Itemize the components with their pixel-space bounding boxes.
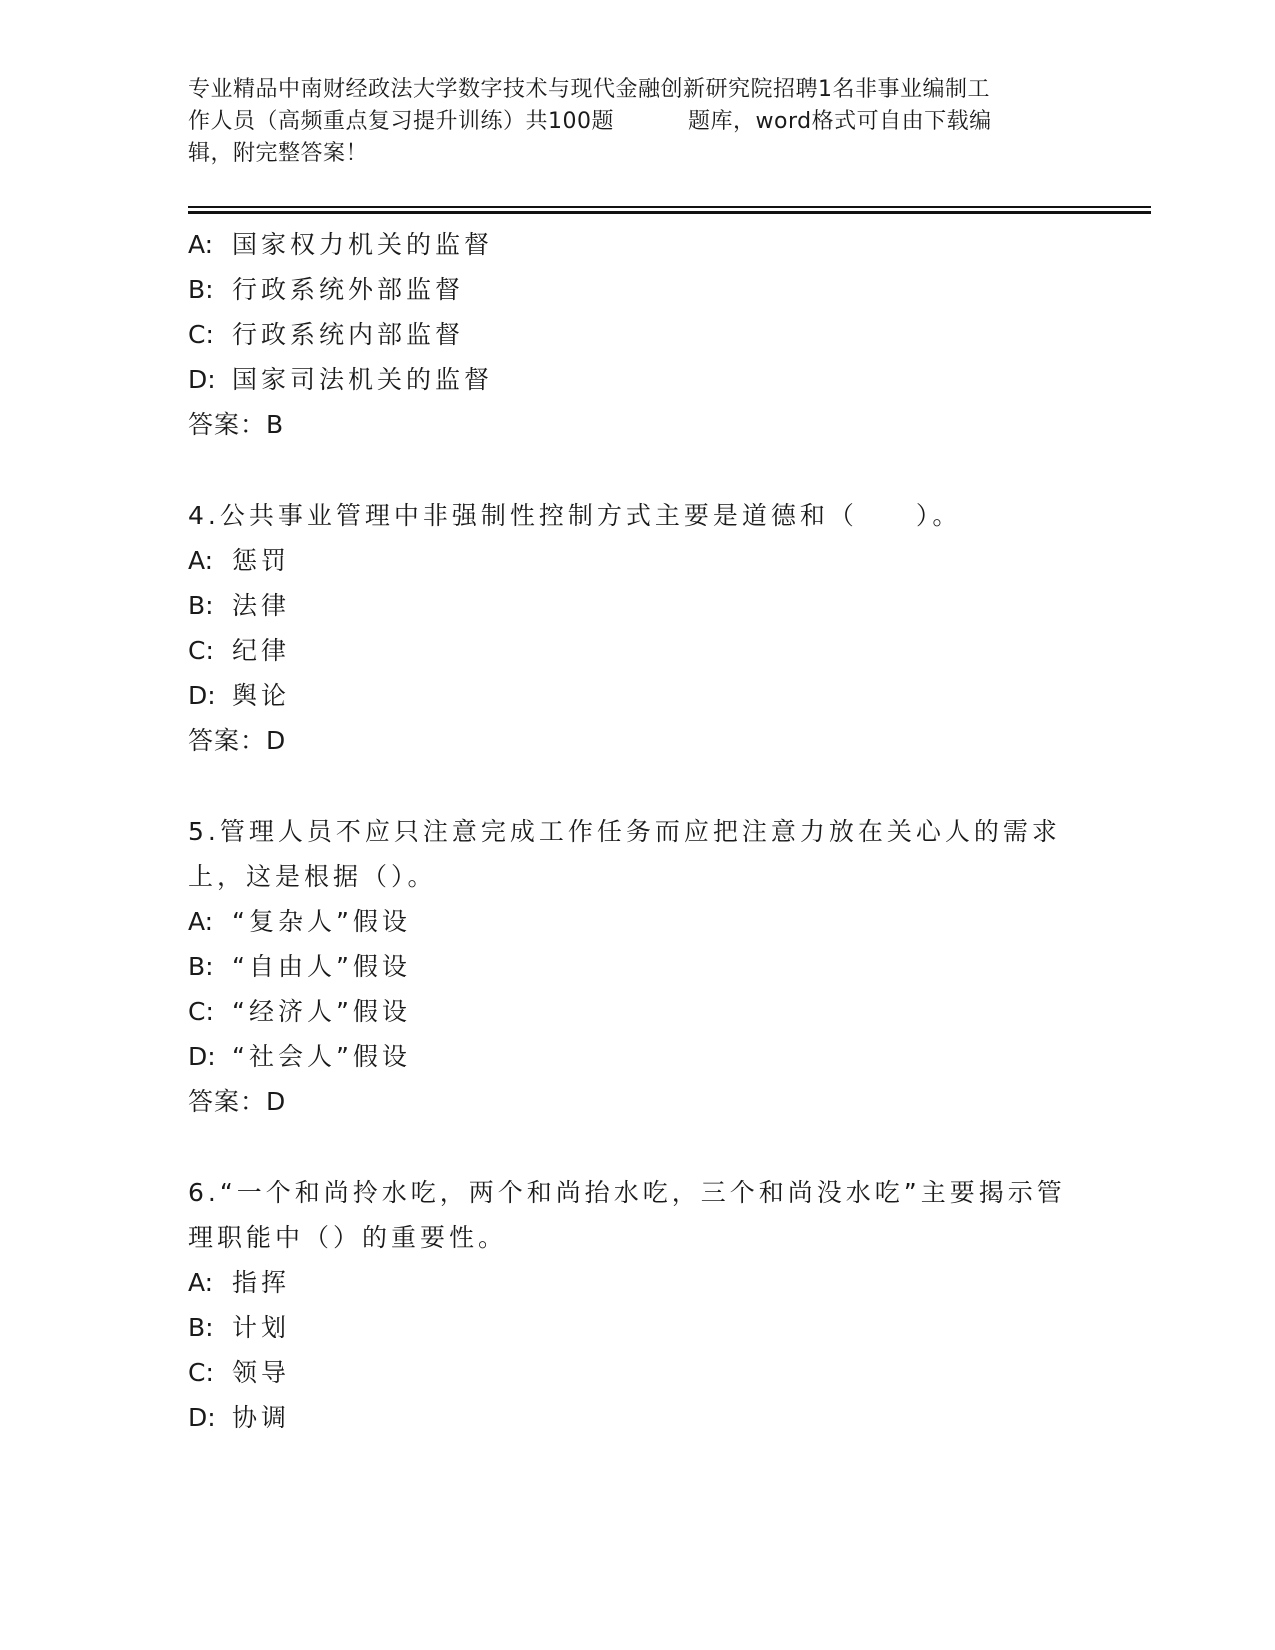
option-c [188, 312, 1088, 357]
document-header [188, 74, 1088, 170]
header-line-2 [188, 106, 1088, 138]
question-list [188, 222, 1088, 1440]
option-letter: D: [188, 681, 216, 710]
answer-line: 答案：D [188, 1087, 287, 1116]
option-letter: A: [188, 1268, 214, 1297]
option-letter: C: [188, 1358, 214, 1387]
option-letter: A: [188, 230, 214, 259]
option-letter: A: [188, 907, 214, 936]
question-text: 6.“一个和尚拎水吃，两个和尚抬水吃，三个和尚没水吃”主要揭示管理职能中（）的重要性。 [188, 1178, 1066, 1252]
option-text: “社会人”假设 [232, 1042, 411, 1071]
question-block-5 [188, 809, 1088, 1124]
option-text: “复杂人”假设 [232, 907, 411, 936]
option-a [188, 222, 1088, 267]
option-letter: D: [188, 1403, 216, 1432]
option-text: 纪律 [232, 636, 291, 665]
option-b [188, 583, 1088, 628]
option-a [188, 538, 1088, 583]
option-text: 法律 [232, 591, 291, 620]
option-d [188, 357, 1088, 402]
option-letter: D: [188, 365, 216, 394]
option-text: 行政系统内部监督 [232, 320, 465, 349]
option-letter: C: [188, 997, 214, 1026]
option-letter: B: [188, 591, 214, 620]
option-letter: C: [188, 320, 214, 349]
option-text: 协调 [232, 1403, 291, 1432]
option-c [188, 628, 1088, 673]
header-line-3: 辑，附完整答案！ [188, 141, 369, 166]
option-d [188, 673, 1088, 718]
question-text: 5.管理人员不应只注意完成工作任务而应把注意力放在关心人的需求上，这是根据（）。 [188, 817, 1061, 891]
option-c [188, 1350, 1088, 1395]
option-text: 舆论 [232, 681, 291, 710]
option-letter: C: [188, 636, 214, 665]
option-text: “自由人”假设 [232, 952, 411, 981]
option-b [188, 944, 1088, 989]
option-text: 指挥 [232, 1268, 291, 1297]
option-b [188, 1305, 1088, 1350]
option-c [188, 989, 1088, 1034]
header-divider-thin [188, 206, 1151, 208]
question-block-4 [188, 493, 1088, 763]
option-text: 领导 [232, 1358, 291, 1387]
option-letter: B: [188, 1313, 214, 1342]
question-block-6 [188, 1170, 1088, 1440]
option-text: 行政系统外部监督 [232, 275, 465, 304]
header-line-2-a: 作人员（高频重点复习提升训练）共100题 [188, 109, 614, 134]
header-line-1: 专业精品中南财经政法大学数字技术与现代金融创新研究院招聘1名非事业编制工 [188, 77, 990, 102]
answer-line: 答案：B [188, 410, 285, 439]
answer-line: 答案：D [188, 726, 287, 755]
option-text: 国家司法机关的监督 [232, 365, 494, 394]
option-letter: D: [188, 1042, 216, 1071]
question-block-3 [188, 222, 1088, 447]
option-a [188, 1260, 1088, 1305]
question-text: 4.公共事业管理中非强制性控制方式主要是道德和（ ）。 [188, 501, 962, 530]
option-letter: B: [188, 952, 214, 981]
header-divider-thick [188, 211, 1151, 214]
option-d [188, 1034, 1088, 1079]
option-text: 计划 [232, 1313, 291, 1342]
option-d [188, 1395, 1088, 1440]
option-letter: B: [188, 275, 214, 304]
option-text: 惩罚 [232, 546, 291, 575]
header-line-2-b: 题库，word格式可自由下载编 [688, 109, 992, 134]
option-a [188, 899, 1088, 944]
option-b [188, 267, 1088, 312]
option-letter: A: [188, 546, 214, 575]
option-text: 国家权力机关的监督 [232, 230, 494, 259]
option-text: “经济人”假设 [232, 997, 411, 1026]
